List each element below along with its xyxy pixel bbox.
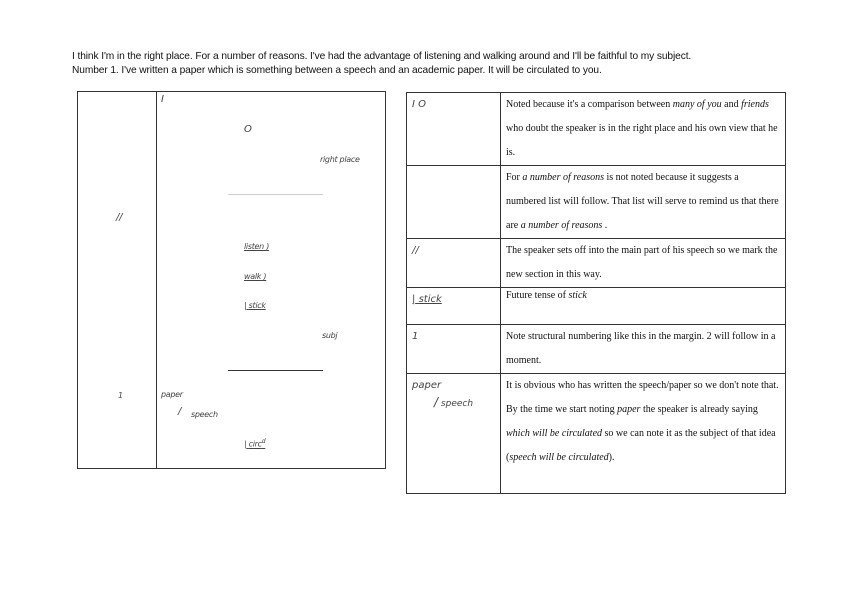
row-symbol: 1	[407, 325, 501, 374]
intro-line-2: Number 1. I've written a paper which is something between a speech and an academic paper. It will be circulated to you.	[72, 65, 602, 76]
note-circulated: | circ$^d$	[244, 438, 266, 449]
row-explanation: Noted because it's a comparison between many of you and friends who doubt the speaker is in the right place and his own view that he is.	[501, 93, 786, 166]
margin-line	[156, 92, 157, 468]
row-symbol: //	[407, 239, 501, 288]
explanation-table	[406, 92, 786, 494]
row-symbol: I O	[407, 93, 501, 166]
note-i-mark: I	[161, 94, 164, 105]
note-right-place: right place	[320, 155, 360, 164]
table-row	[407, 325, 786, 374]
row-symbol	[407, 166, 501, 239]
table-row	[407, 166, 786, 239]
row-explanation: Note structural numbering like this in the margin. 2 will follow in a moment.	[501, 325, 786, 374]
row-explanation: For a number of reasons is not noted because it suggests a numbered list will follow. That list will serve to remind us that there are a number of reasons .	[501, 166, 786, 239]
note-slash: /	[178, 406, 182, 417]
note-divider	[228, 370, 323, 371]
row-explanation: Future tense of stick	[501, 288, 786, 325]
table-row	[407, 288, 786, 325]
note-number-1: 1	[118, 391, 123, 400]
row-explanation: It is obvious who has written the speech/paper so we don't note that. By the time we start noting paper the speaker is already saying which will be circulated so we can note it as the subject of that idea (speech will be circulated).	[501, 374, 786, 494]
intro-text	[72, 50, 812, 78]
note-speech: speech	[191, 410, 218, 419]
table-row	[407, 93, 786, 166]
note-walk: walk )	[244, 272, 267, 281]
note-o-mark: O	[244, 124, 252, 135]
note-listen: listen )	[244, 242, 270, 251]
note-divider-light	[228, 194, 323, 195]
table-row	[407, 239, 786, 288]
note-paper: paper	[161, 390, 183, 399]
row-symbol: paper / speech	[407, 374, 501, 494]
intro-line-1: I think I'm in the right place. For a number of reasons. I've had the advantage of listening and walking around and I'll be faithful to my subject.	[72, 51, 692, 62]
notes-frame	[77, 91, 386, 469]
note-section-mark: //	[116, 212, 123, 223]
table-row	[407, 374, 786, 494]
note-subj: subj	[322, 331, 338, 340]
note-stick: | stick	[244, 301, 266, 310]
row-explanation: The speaker sets off into the main part of his speech so we mark the new section in this way.	[501, 239, 786, 288]
row-symbol: | stick	[407, 288, 501, 325]
